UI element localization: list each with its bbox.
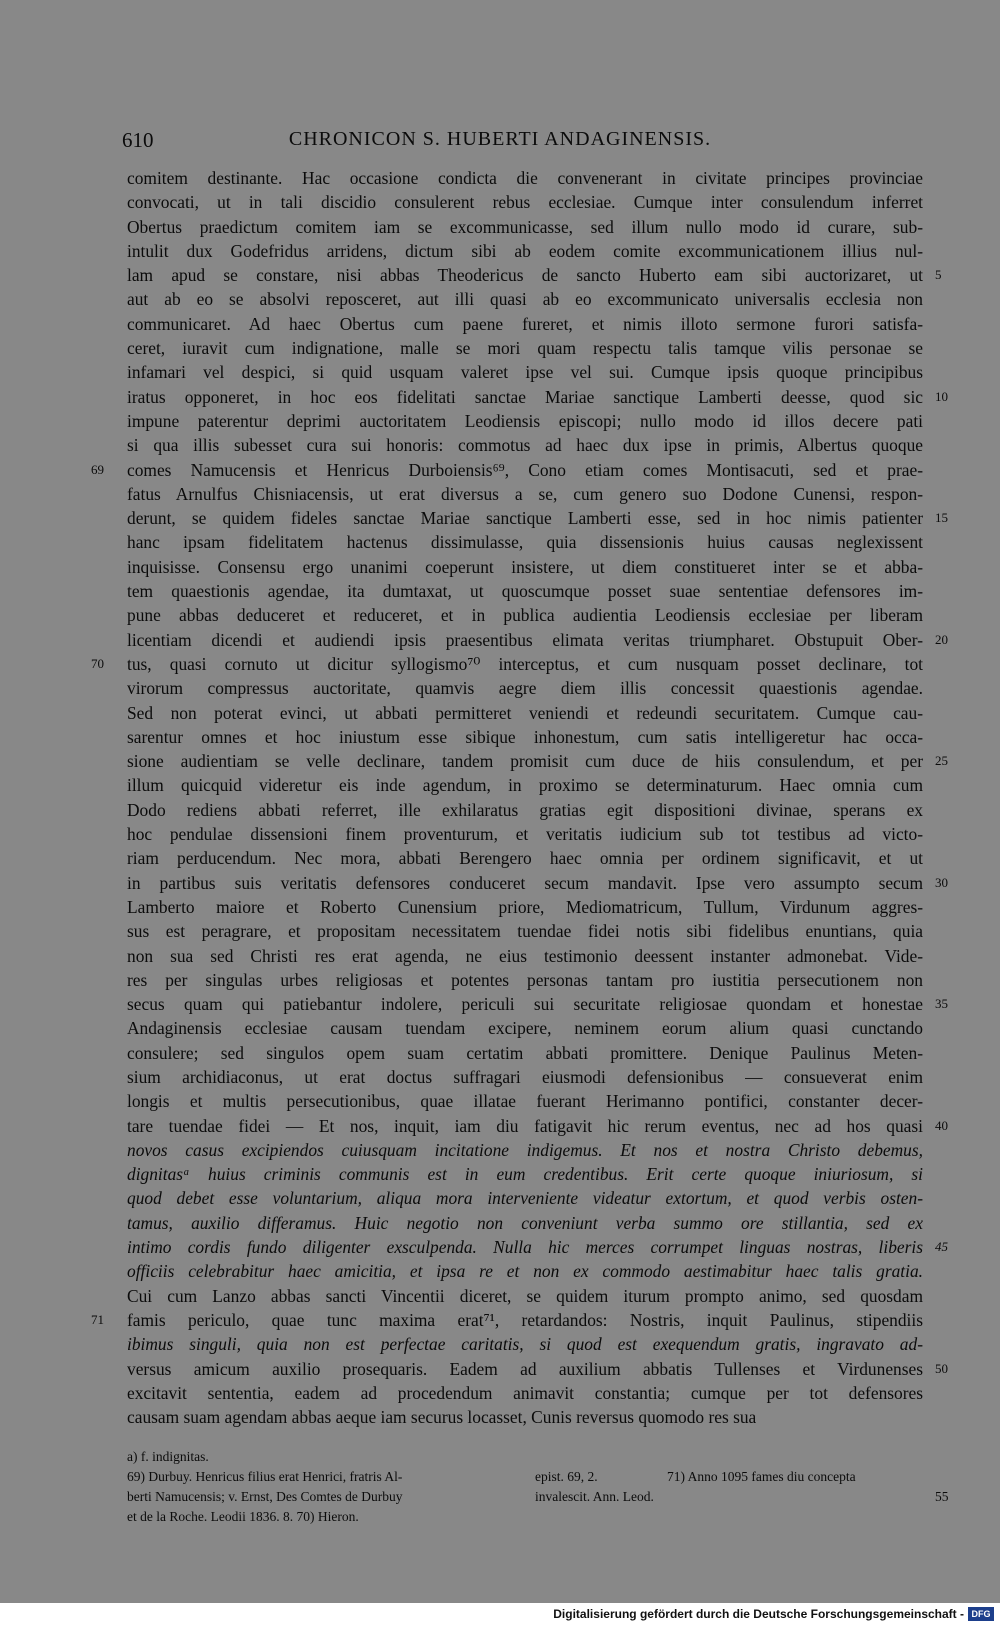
footnote-line: 69) Durbuy. Henricus filius erat Henrici, fratris Al-: [127, 1469, 403, 1484]
text-line-content: impune paterentur deprimi auctoritatem Leodiensis episcopi; nullo modo id illos decere pati: [127, 410, 923, 431]
footnote-column-1: [127, 1467, 517, 1527]
text-line: [127, 895, 923, 919]
line-number-right: 25: [935, 753, 948, 769]
text-line: [127, 1186, 923, 1210]
text-line: [127, 798, 923, 822]
text-line-content: Lamberto maiore et Roberto Cunensium priore, Mediomatricum, Tullum, Virdunum aggres-: [127, 896, 923, 917]
text-line-content: causam suam agendam abbas aeque iam securus locasset, Cunis reversus quomodo res sua: [127, 1407, 757, 1428]
text-line-content: convocati, ut in tali discidio consulerent rebus ecclesiae. Cumque inter consulendum inferret: [127, 192, 923, 213]
dfg-logo: DFG: [968, 1607, 994, 1621]
text-line: [91, 1308, 923, 1332]
text-line: [127, 1332, 923, 1356]
line-number-right: 10: [935, 388, 948, 404]
text-line-content: hanc ipsam fidelitatem hactenus dissimulasse, quia dissensionis huius causas neglexissent: [127, 532, 923, 553]
text-line: [127, 190, 923, 214]
text-line: [127, 1138, 923, 1162]
text-line: [127, 725, 923, 749]
page-header: [0, 128, 1000, 158]
text-line: [127, 773, 923, 797]
text-line: [127, 409, 923, 433]
text-line: [127, 530, 923, 554]
running-title: CHRONICON S. HUBERTI ANDAGINENSIS.: [288, 128, 712, 150]
text-line-content: secus quam qui patiebantur indolere, periculi sui securitate religiosae quondam et honestae: [127, 994, 923, 1015]
text-line: [127, 166, 923, 190]
text-line-content: excitavit sententia, eadem ad procedendum animavit constantia; cumque per tot defensores: [127, 1382, 923, 1403]
text-line: [127, 1211, 923, 1235]
body-text: [91, 166, 948, 1429]
footnote-line: 71) Anno 1095 fames diu concepta: [667, 1469, 856, 1484]
text-line: [127, 287, 923, 311]
text-line: [127, 1259, 923, 1283]
text-line-content: Cui cum Lanzo abbas sancti Vincentii diceret, se quidem iturum prompto animo, sed quosdam: [127, 1285, 923, 1306]
footnote-line: epist. 69, 2.: [535, 1469, 598, 1484]
footnote-a: a) f. indignitas.: [127, 1449, 209, 1464]
footnote-column-2: [535, 1467, 655, 1507]
text-line: [127, 1041, 923, 1065]
line-number-right: 20: [935, 631, 948, 647]
text-line-content: tus, quasi cornuto ut dicitur syllogismo⁷⁰ interceptus, et cum nusquam posset declinare, tot: [127, 653, 923, 674]
text-line: [127, 1114, 948, 1138]
text-line-content: sus est peragrare, et propositam necessitatem tuendae fidei notis sibi fidelibus enuntians, quia: [127, 921, 923, 942]
text-line: [127, 1357, 948, 1381]
text-line: [127, 579, 923, 603]
footnote-columns: [127, 1467, 949, 1531]
text-line: [127, 822, 923, 846]
text-line: [127, 871, 948, 895]
text-line-content: longis et multis persecutionibus, quae illatae fuerant Herimanno pontifici, constanter decer-: [127, 1091, 923, 1112]
text-line-content: Sed non poterat evinci, ut abbati permitteret veniendi et redeundi securitatem. Cumque cau-: [127, 702, 923, 723]
text-line-content: comitem destinante. Hac occasione condicta die convenerant in civitate principes provinciae: [127, 168, 923, 188]
text-line: [127, 1089, 923, 1113]
text-line-content: pune abbas deduceret et reduceret, et in publica audientia Leodiensis ecclesiae per liberam: [127, 605, 923, 626]
text-line-content: comes Namucensis et Henricus Durboiensis⁶⁹, Cono etiam comes Montisacuti, sed et prae-: [127, 459, 923, 480]
line-number-right: 35: [935, 996, 948, 1012]
text-line-content: sarentur omnes et hoc iniustum esse sibique inhonestum, cum satis intelligeretur hac occa-: [127, 726, 923, 747]
line-number-right: 45: [935, 1239, 948, 1255]
text-line-content: fatus Arnulfus Chisniacensis, ut erat diversus a se, cum genero suo Dodone Cunensi, respon-: [127, 483, 923, 504]
text-line: [127, 482, 923, 506]
footnote-reference-left: 71: [91, 1311, 104, 1327]
text-line-content: quod debet esse voluntarium, aliqua mora interveniente videatur extortum, et quod verbis osten-: [127, 1188, 923, 1209]
text-line-content: si qua illis subesset cura sui honoris: commotus ad haec dux ipse in primis, Albertus quoque: [127, 435, 923, 456]
text-line-content: Dodo rediens abbati referret, ille exhilaratus gratias egit dispositioni divinae, sperans ex: [127, 799, 923, 820]
footnote-line: invalescit. Ann. Leod.: [535, 1489, 654, 1504]
text-line: [127, 1381, 923, 1405]
text-line-content: Obertus praedictum comitem iam se excommunicasse, sed illum nullo modo id curare, sub-: [127, 216, 923, 237]
text-line-content: ibimus singuli, quia non est perfectae caritatis, si quod est exequendum gratis, ingravato ad-: [127, 1334, 923, 1355]
text-line: [127, 628, 948, 652]
text-line-content: tem quaestionis agendae, ita dumtaxat, ut quoscumque posset suae sententiae defensores im-: [127, 581, 923, 602]
text-line: [91, 458, 923, 482]
footnote-line: berti Namucensis; v. Ernst, Des Comtes de Durbuy: [127, 1489, 403, 1504]
text-line: [127, 555, 923, 579]
text-line: [127, 1016, 923, 1040]
footnote-reference-left: 70: [91, 655, 104, 671]
text-line: [127, 263, 942, 287]
footnote-line: et de la Roche. Leodii 1836. 8. 70) Hieron.: [127, 1509, 359, 1524]
text-line: [127, 603, 923, 627]
footnote-column-3: [667, 1467, 927, 1487]
text-line-content: virorum compressus auctoritate, quamvis aegre diem illis concessit quaestionis agendae.: [127, 678, 923, 699]
line-number-right: 30: [935, 874, 948, 890]
text-line-content: Andaginensis ecclesiae causam tuendam excipere, neminem eorum alium quasi cunctando: [127, 1018, 923, 1039]
text-line: [127, 676, 923, 700]
text-line-content: tare tuendae fidei — Et nos, inquit, iam diu fatigavit hic rerum eventus, nec ad hos quasi: [127, 1115, 923, 1136]
text-line-content: res per singulas urbes religiosas et potentes personas tantam pro iustitia persecutionem non: [127, 969, 923, 990]
line-number-right: 15: [935, 510, 948, 526]
text-line-content: non sua sed Christi res erat agenda, ne eius testimonio deessent instanter admonebat. Vide-: [127, 945, 923, 966]
text-line-content: intimo cordis fundo diligenter exsculpenda. Nulla hic merces corrumpet linguas nostras, liberis: [127, 1237, 923, 1258]
text-line: [127, 215, 923, 239]
text-line: [127, 944, 923, 968]
text-line-content: famis periculo, quae tunc maxima erat⁷¹, retardandos: Nostris, inquit Paulinus, stipendiis: [127, 1309, 923, 1330]
text-line: [127, 506, 948, 530]
text-line: [127, 1162, 923, 1186]
footnote-reference-left: 69: [91, 461, 104, 477]
text-line-content: novos casus excipiendos cuiusquam incitatione indigemus. Et nos et nostra Christo debemus,: [127, 1139, 923, 1160]
text-line-content: lam apud se constare, nisi abbas Theodericus de sancto Huberto eam sibi auctorizaret, ut: [127, 265, 923, 286]
text-line: [127, 312, 923, 336]
text-line: [127, 433, 923, 457]
text-line: [127, 968, 923, 992]
text-line-content: consulere; sed singulos opem suam certatim abbati promittere. Denique Paulinus Meten-: [127, 1042, 923, 1063]
text-line-content: communicaret. Ad haec Obertus cum paene fureret, et nimis illoto sermone furori satisfa-: [127, 313, 923, 334]
text-line-content: illum quicquid videretur eis inde agendum, in proximo se determinaturum. Haec omnia cum: [127, 775, 923, 796]
text-line: [127, 1284, 923, 1308]
text-line-content: ceret, iuravit cum indignatione, malle se mori quam respectu talis tamque vilis personae se: [127, 338, 923, 359]
text-line: [127, 992, 948, 1016]
page-number: 610: [122, 128, 154, 152]
text-line: [127, 385, 948, 409]
text-line: [127, 1065, 923, 1089]
text-line-content: intulit dux Godefridus arridens, dictum sibi ab eodem comite excommunicationem illius nul-: [127, 240, 923, 261]
text-line: [127, 1405, 923, 1429]
text-line: [127, 360, 923, 384]
text-line: [127, 239, 923, 263]
line-number-right: 50: [935, 1360, 948, 1376]
footer-credit: Digitalisierung gefördert durch die Deutsche Forschungsgemeinschaft -: [553, 1607, 964, 1621]
text-line: [127, 1235, 948, 1259]
footnote-margin-number: 55: [935, 1489, 949, 1504]
text-line-content: sione audientiam se velle declinare, tandem promisit cum duce de hiis consulendum, et per: [127, 751, 923, 772]
text-line-content: derunt, se quidem fideles sanctae Mariae sanctique Lamberti esse, sed in hoc nimis patienter: [127, 508, 923, 529]
text-line-content: infamari vel despici, si quid usquam valeret ipse vel sui. Cumque ipsis quoque principibus: [127, 362, 923, 383]
footer-bar: [0, 1603, 1000, 1626]
text-line-content: hoc pendulae dissensioni finem proventurum, et veritatis iudicium sub tot testibus ad victo-: [127, 824, 923, 845]
text-line-content: inquisisse. Consensu ergo unanimi coeperunt insistere, ut diem constitueret inter se et abba-: [127, 556, 923, 577]
text-line-content: tamus, auxilio differamus. Huic negotio non conveniunt verba summo ore stillantia, sed ex: [127, 1212, 923, 1233]
text-line-content: riam perducendum. Nec mora, abbati Berengero haec omnia per ordinem significavit, et ut: [127, 848, 923, 869]
text-line-content: iratus opponeret, in hoc eos fidelitati sanctae Mariae sanctique Lamberti deesse, quod sic: [127, 386, 923, 407]
text-line: [127, 919, 923, 943]
text-line-content: officiis celebrabitur haec amicitia, et ipsa re et non ex commodo aestimabitur haec talis gratia.: [127, 1261, 923, 1282]
footnotes: [127, 1447, 949, 1531]
text-line-content: in partibus suis veritatis defensores conduceret secum mandavit. Ipse vero assumpto secum: [127, 872, 923, 893]
line-number-right: 40: [935, 1117, 948, 1133]
text-line-content: sium archidiaconus, ut erat doctus suffragari eiusmodi defensionibus — consueverat enim: [127, 1066, 923, 1087]
line-number-right: 5: [935, 267, 942, 283]
text-line: [127, 336, 923, 360]
text-line-content: versus amicum auxilio prosequaris. Eadem ad auxilium abbatis Tullenses et Virdunenses: [127, 1358, 923, 1379]
text-line: [127, 749, 948, 773]
text-line: [127, 701, 923, 725]
text-line-content: licentiam dicendi et audiendi ipsis praesentibus elimata veritas triumpharet. Obstupuit Ober-: [127, 629, 923, 650]
text-line: [91, 652, 923, 676]
text-line-content: dignitasᵃ huius criminis communis est in eum credentibus. Erit certe quoque iniuriosum, si: [127, 1164, 923, 1185]
text-line: [127, 846, 923, 870]
text-line-content: aut ab eo se absolvi reposceret, aut illi quasi ab eo excommunicato universalis ecclesia non: [127, 289, 923, 310]
